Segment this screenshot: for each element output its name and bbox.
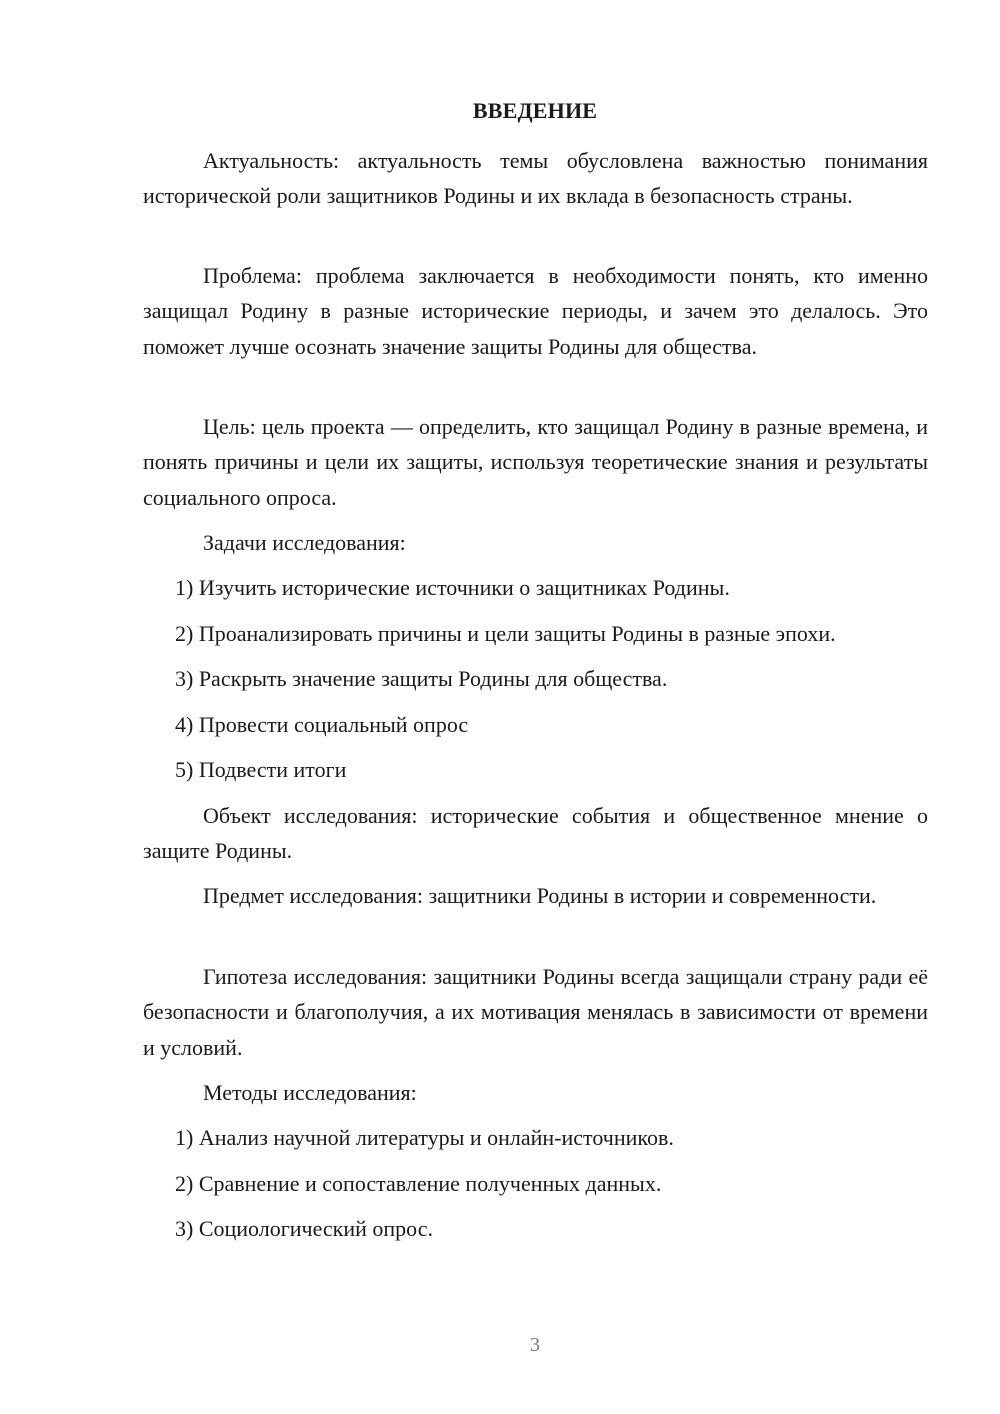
task-item: 4) Провести социальный опрос bbox=[175, 712, 469, 737]
page-title: ВВЕДЕНИЕ bbox=[472, 98, 598, 123]
method-item: 3) Социологический опрос. bbox=[175, 1216, 433, 1241]
tasks-heading: Задачи исследования: bbox=[203, 530, 406, 555]
problem-paragraph: Проблема: проблема заключается в необходимости понять, кто именно защищал Родину в разные исторические периоды, и зачем это делалось. Это поможет лучше осознать значение защиты Родины для общества. bbox=[143, 263, 928, 359]
task-item: 3) Раскрыть значение защиты Родины для общества. bbox=[175, 666, 668, 691]
methods-heading: Методы исследования: bbox=[203, 1080, 417, 1105]
task-item: 1) Изучить исторические источники о защитниках Родины. bbox=[175, 575, 730, 600]
hypothesis-paragraph: Гипотеза исследования: защитники Родины всегда защищали страну ради её безопасности и благополучия, а их мотивация менялась в зависимости от времени и условий. bbox=[143, 964, 928, 1060]
task-item: 5) Подвести итоги bbox=[175, 757, 347, 782]
goal-paragraph: Цель: цель проекта — определить, кто защищал Родину в разные времена, и понять причины и цели их защиты, используя теоретические знания и результаты социального опроса. bbox=[143, 414, 928, 510]
subject-paragraph: Предмет исследования: защитники Родины в истории и современности. bbox=[203, 883, 877, 908]
relevance-paragraph: Актуальность: актуальность темы обусловлена важностью понимания исторической роли защитников Родины и их вклада в безопасность страны. bbox=[143, 148, 928, 209]
method-item: 2) Сравнение и сопоставление полученных данных. bbox=[175, 1171, 662, 1196]
page-number: 3 bbox=[530, 1334, 540, 1356]
method-item: 1) Анализ научной литературы и онлайн-источников. bbox=[175, 1125, 674, 1150]
object-paragraph: Объект исследования: исторические события и общественное мнение о защите Родины. bbox=[143, 803, 928, 864]
task-item: 2) Проанализировать причины и цели защиты Родины в разные эпохи. bbox=[175, 621, 836, 646]
